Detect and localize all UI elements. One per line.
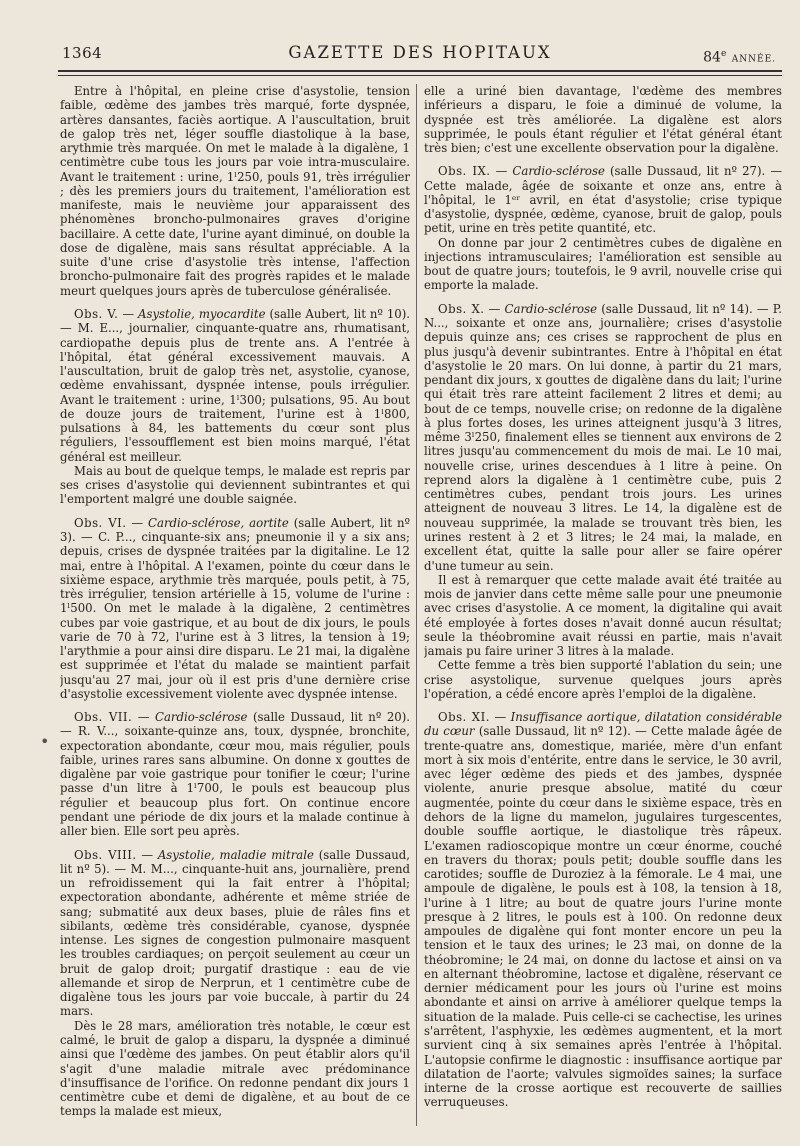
paragraph	[60, 1019, 410, 1119]
observation-title: Cardio-sclérose, aortite	[148, 515, 289, 530]
paragraph-text: elle a uriné bien davantage, l'œdème des membres inférieurs a disparu, le foie a diminué de volume, la dyspnée est très améliorée. La digalène est alors supprimée, le pouls étant régulier et l'état général étant très bien; c'est une excellente observation pour la digalène.	[424, 84, 782, 156]
observation-paragraph: Obs. VIII. — Asystolie, maladie mitrale (salle Dussaud, lit nº 5). — M. M..., cinquante-huit ans, journalière, prend un refroidissement qui la fait entrer à l'hôpital; expectoration abondante, adhérente et même striée de sang; submatité aux deux bases, pluie de râles fins et sibilants, œdème très considérable, cyanose, dyspnée intense. Les signes de congestion pulmonaire masquent les troubles cardiaques; on perçoit seulement au cœur un bruit de galop droit; purgatif drastique : eau de vie allemande et sirop de Nerprun, et 1 centimètre cube de digalène tous les jours par voie buccale, à partir du 24 mars.	[60, 847, 410, 1019]
observation-label: Obs. IX.	[438, 164, 491, 179]
observation-title: Insuffisance aortique, dilatation considérable du cœur	[424, 710, 782, 739]
observation-label: Obs. X.	[438, 301, 485, 316]
paragraph-text: (salle Dussaud, lit nº 27). — Cette malade, âgée de soixante et onze ans, entre à l'hôpital, le 1ᵉʳ avril, en état d'asystolie; crise typique d'asystolie, dyspnée, œdème, cyanose, bruit de galop, pouls petit, urine en très petite quantité, etc.	[424, 164, 782, 236]
left-column	[60, 84, 410, 1126]
paragraph-text: (salle Dussaud, lit nº 5). — M. M..., cinquante-huit ans, journalière, prend un refroidissement qui la fait entrer à l'hôpital; expectoration abondante, adhérente et même striée de sang; submatité aux deux bases, pluie de râles fins et sibilants, œdème très considérable, cyanose, dyspnée intense. Les signes de congestion pulmonaire masquent les troubles cardiaques; on perçoit seulement au cœur un bruit de galop droit; purgatif drastique : eau de vie allemande et sirop de Nerprun, et 1 centimètre cube de digalène tous les jours par voie buccale, à partir du 24 mars.	[60, 847, 410, 1019]
paragraph-text: (salle Dussaud, lit nº 20). — R. V..., soixante-quinze ans, toux, dyspnée, bronchite, expectoration abondante, cœur mou, mais régulier, pouls faible, urines rares sans albumine. On donne x gouttes de digalène par voie gastrique pour tonifier le cœur; l'urine passe d'un litre à 1ˡ700, le pouls est beaucoup plus régulier et beaucoup plus fort. On continue encore pendant une période de dix jours et la malade continue à aller bien. Elle sort peu après.	[60, 710, 410, 839]
observation-title: Cardio-sclérose	[155, 710, 248, 725]
observation-label: Obs. VI.	[74, 515, 127, 530]
paragraph-text: Mais au bout de quelque temps, le malade est repris par ses crises d'asystolie qui deviennent subintrantes et qui l'emportent malgré une double saignée.	[60, 463, 410, 507]
paragraph-text: Entre à l'hôpital, en pleine crise d'asystolie, tension faible, œdème des jambes très marqué, forte dyspnée, artères dansantes, faciès aortique. A l'auscultation, bruit de galop très net, léger souffle diastolique à la base, arythmie très marquée. On met le malade à la digalène, 1 centimètre cube tous les jours par voie intra-musculaire. Avant le traitement : urine, 1ˡ250, pouls 91, très irrégulier ; dès les premiers jours du traitement, l'amélioration est manifeste, mais le neuvième jour apparaissent des phénomènes broncho-pulmonaires graves d'origine bacillaire. A cette date, l'urine ayant diminué, on double la dose de digalène, mais sans résultat appréciable. A la suite d'une crise d'asystolie très intense, l'affection broncho-pulmonaire fait des progrès rapides et le malade meurt quelques jours après de tuberculose généralisée.	[60, 84, 410, 298]
page-number: 1364	[62, 44, 103, 62]
column-divider	[416, 84, 417, 1126]
paragraph-text: (salle Dussaud, lit nº 12). — Cette malade âgée de trente-quatre ans, domestique, mariée, mère d'un enfant mort à six mois d'entérite, entre dans le service, le 30 avril, avec léger œdème des pieds et des jambes, dyspnée violente, anurie presque absolue, matité du cœur augmentée, pointe du cœur dans le sixième espace, très en dehors de la ligne du mamelon, jugulaires turgescentes, double souffle aortique, le diastolique très râpeux. L'examen radioscopique montre un cœur énorme, couché en travers du thorax; pouls petit; double souffle dans les carotides; souffle de Duroziez à la fémorale. Le 4 mai, une ampoule de digalène, le pouls est à 108, la tension à 18, l'urine à 1 litre; au bout de quatre jours l'urine monte presque à 2 litres, le pouls est à 100. On redonne deux ampoules de digalène qui font monter encore un peu la tension et le taux des urines; le 23 mai, on donne de la théobromine; le 24 mai, on donne du lactose et ainsi on va en alternant théobromine, lactose et digalène, réservant ce dernier médicament pour les jours où l'urine est moins abondante et ainsi on arrive à améliorer quelque temps la situation de la malade. Puis celle-ci se cachectise, les urines s'arrêtent, l'asphyxie, les œdèmes augmentent, et la mort survient cinq à six semaines après l'entrée à l'hôpital. L'autopsie confirme le diagnostic : insuffisance aortique par dilatation de l'aorte; valvules sigmoïdes saines; la surface interne de la crosse aortique est recouverte de saillies verruqueuses.	[424, 724, 782, 1110]
paragraph	[60, 84, 410, 298]
observation-title: Asystolie, myocardite	[138, 306, 266, 321]
paragraph	[424, 236, 782, 293]
paragraph-text: (salle Aubert, lit nº 3). — C. P..., cinquante-six ans; pneumonie il y a six ans; depuis, crises de dyspnée traitées par la digitaline. Le 12 mai, entre à l'hôpital. A l'examen, pointe du cœur dans le sixième espace, arythmie très marquée, pouls petit, à 75, très irrégulier, tension artérielle à 15, volume de l'urine : 1ˡ500. On met le malade à la digalène, 2 centimètres cubes par voie gastrique, et au bout de dix jours, le pouls varie de 70 à 72, l'urine est à 3 litres, la tension à 19; l'arythmie a pour ainsi dire disparu. Le 21 mai, la digalène est supprimée et l'état du malade se maintient parfait jusqu'au 27 mai, jour où il est pris d'une dernière crise d'asystolie excessivement violente avec dyspnée intense.	[60, 515, 410, 701]
paragraph-text: Cette femme a très bien supporté l'ablation du sein; une crise asystolique, survenue quelques jours après l'opération, a cédé encore après l'emploi de la digalène.	[424, 658, 782, 701]
header-rule-thin	[58, 75, 782, 76]
observation-title: Cardio-sclérose	[512, 164, 605, 179]
observation-paragraph: Obs. VI. — Cardio-sclérose, aortite (salle Aubert, lit nº 3). — C. P..., cinquante-six ans; pneumonie il y a six ans; depuis, crises de dyspnée traitées par la digitaline. Le 12 mai, entre à l'hôpital. A l'examen, pointe du cœur dans le sixième espace, arythmie très marquée, pouls petit, à 75, très irrégulier, tension artérielle à 15, volume de l'urine : 1ˡ500. On met le malade à la digalène, 2 centimètres cubes par voie gastrique, et au bout de dix jours, le pouls varie de 70 à 72, l'urine est à 3 litres, la tension à 19; l'arythmie a pour ainsi dire disparu. Le 21 mai, la digalène est supprimée et l'état du malade se maintient parfait jusqu'au 27 mai, jour où il est pris d'une dernière crise d'asystolie excessivement violente avec dyspnée intense.	[60, 515, 410, 701]
observation-label: Obs. XI.	[438, 710, 490, 725]
observation-paragraph: Obs. X. — Cardio-sclérose (salle Dussaud, lit nº 14). — P. N..., soixante et onze ans, journalière; crises d'asystolie depuis quinze ans; ces crises se rapprochent de plus en plus jusqu'à devenir subintrantes. Entre à l'hôpital en état d'asystolie le 20 mars. On lui donne, à partir du 21 mars, pendant dix jours, x gouttes de digalène dans du lait; l'urine qui était très rare atteint facilement 2 litres et demi; au bout de ce temps, nouvelle crise; on redonne de la digalène à plus fortes doses, les urines atteignent jusqu'à 3 litres, même 3ˡ250, finalement elles se tiennent aux environs de 2 litres jusqu'au commencement du mois de mai. Le 10 mai, nouvelle crise, urines descendues à 1 litre à peine. On reprend alors la digalène à 1 centimètre cube, puis 2 centimètres cubes, pendant trois jours. Les urines atteignent de nouveau 3 litres. Le 14, la digalène est de nouveau supprimée, la malade se trouvant très bien, les urines restent à 2 et 3 litres; le 24 mai, la malade, en excellent état, quitte la salle pour aller se faire opérer d'une tumeur au sein.	[424, 301, 782, 573]
observation-label: Obs. VII.	[74, 710, 133, 725]
paragraph-text: On donne par jour 2 centimètres cubes de digalène en injections intramusculaires; l'amélioration est sensible au bout de quatre jours; toutefois, le 9 avril, nouvelle crise qui emporte la malade.	[424, 235, 782, 293]
observation-label: Obs. VIII.	[74, 847, 137, 862]
observation-label: Obs. V.	[74, 306, 119, 321]
paragraph-text: Il est à remarquer que cette malade avait été traitée au mois de janvier dans cette même salle pour une pneumonie avec crises d'asystolie. A ce moment, la digitaline qui avait été employée à fortes doses n'avait donné aucun résultat; seule la théobromine avait réussi en partie, mais n'avait jamais pu faire uriner 3 litres à la malade.	[424, 572, 782, 659]
observation-paragraph: Obs. VII. — Cardio-sclérose (salle Dussaud, lit nº 20). — R. V..., soixante-quinze ans, toux, dyspnée, bronchite, expectoration abondante, cœur mou, mais régulier, pouls faible, urines rares sans albumine. On donne x gouttes de digalène par voie gastrique pour tonifier le cœur; l'urine passe d'un litre à 1ˡ700, le pouls est beaucoup plus régulier et beaucoup plus fort. On continue encore pendant une période de dix jours et la malade continue à aller bien. Elle sort peu après.	[60, 710, 410, 839]
paragraph	[424, 573, 782, 659]
year-suffix: e	[720, 49, 728, 59]
paragraph-text: (salle Aubert, lit nº 10). — M. E..., journalier, cinquante-quatre ans, rhumatisant, cardiopathe depuis plus de trente ans. A l'entrée à l'hôpital, état général excessivement mauvais. A l'auscultation, bruit de galop très net, asystolie, cyanose, œdème envahissant, dyspnée intense, pouls irrégulier. Avant le traitement : urine, 1ˡ300; pulsations, 95. Au bout de douze jours de traitement, l'urine est à 1ˡ800, pulsations à 84, les battements du cœur sont plus réguliers, l'essoufflement est bien moins marqué, l'état général est meilleur.	[60, 306, 410, 464]
running-header	[58, 36, 782, 66]
observation-title: Cardio-sclérose	[504, 301, 597, 316]
observation-title: Asystolie, maladie mitrale	[157, 847, 314, 862]
paragraph	[424, 84, 782, 155]
paragraph	[424, 658, 782, 701]
right-column	[424, 84, 782, 1126]
observation-paragraph: Obs. IX. — Cardio-sclérose (salle Dussaud, lit nº 27). — Cette malade, âgée de soixante et onze ans, entre à l'hôpital, le 1ᵉʳ avril, en état d'asystolie; crise typique d'asystolie, dyspnée, œdème, cyanose, bruit de galop, pouls petit, urine en très petite quantité, etc.	[424, 164, 782, 236]
paragraph-text: (salle Dussaud, lit nº 14). — P. N..., soixante et onze ans, journalière; crises d'asystolie depuis quinze ans; ces crises se rapprochent de plus en plus jusqu'à devenir subintrantes. Entre à l'hôpital en état d'asystolie le 20 mars. On lui donne, à partir du 21 mars, pendant dix jours, x gouttes de digalène dans du lait; l'urine qui était très rare atteint facilement 2 litres et demi; au bout de ce temps, nouvelle crise; on redonne de la digalène à plus fortes doses, les urines atteignent jusqu'à 3 litres, même 3ˡ250, finalement elles se tiennent aux environs de 2 litres jusqu'au commencement du mois de mai. Le 10 mai, nouvelle crise, urines descendues à 1 litre à peine. On reprend alors la digalène à 1 centimètre cube, puis 2 centimètres cubes, pendant trois jours. Les urines atteignent de nouveau 3 litres. Le 14, la digalène est de nouveau supprimée, la malade se trouvant très bien, les urines restent à 2 et 3 litres; le 24 mai, la malade, en excellent état, quitte la salle pour aller se faire opérer d'une tumeur au sein.	[424, 301, 782, 573]
year-edition	[703, 45, 776, 66]
year-number: 84	[703, 49, 721, 66]
paragraph	[60, 464, 410, 507]
margin-mark: •	[40, 732, 50, 751]
header-rule-thick	[58, 70, 782, 72]
year-word: ANNÉE.	[731, 54, 776, 65]
journal-title: GAZETTE DES HOPITAUX	[288, 43, 552, 62]
paragraph-text: Dès le 28 mars, amélioration très notable, le cœur est calmé, le bruit de galop a disparu, la dyspnée a diminué ainsi que l'œdème des jambes. On peut établir alors qu'il s'agit d'une maladie mitrale avec prédominance d'insuffisance de l'orifice. On redonne pendant dix jours 1 centimètre cube et demi de digalène, et au bout de ce temps la malade est mieux,	[60, 1018, 410, 1119]
observation-paragraph: Obs. V. — Asystolie, myocardite (salle Aubert, lit nº 10). — M. E..., journalier, cinquante-quatre ans, rhumatisant, cardiopathe depuis plus de trente ans. A l'entrée à l'hôpital, état général excessivement mauvais. A l'auscultation, bruit de galop très net, asystolie, cyanose, œdème envahissant, dyspnée intense, pouls irrégulier. Avant le traitement : urine, 1ˡ300; pulsations, 95. Au bout de douze jours de traitement, l'urine est à 1ˡ800, pulsations à 84, les battements du cœur sont plus réguliers, l'essoufflement est bien moins marqué, l'état général est meilleur.	[60, 306, 410, 464]
observation-paragraph: Obs. XI. — Insuffisance aortique, dilatation considérable du cœur (salle Dussaud, lit nº 12). — Cette malade âgée de trente-quatre ans, domestique, mariée, mère d'un enfant mort à six mois d'entérite, entre dans le service, le 30 avril, avec léger œdème des pieds et des jambes, dyspnée violente, anurie presque absolue, matité du cœur augmentée, pointe du cœur dans le sixième espace, très en dehors de la ligne du mamelon, jugulaires turgescentes, double souffle aortique, le diastolique très râpeux. L'examen radioscopique montre un cœur énorme, couché en travers du thorax; pouls petit; double souffle dans les carotides; souffle de Duroziez à la fémorale. Le 4 mai, une ampoule de digalène, le pouls est à 108, la tension à 18, l'urine à 1 litre; au bout de quatre jours l'urine monte presque à 2 litres, le pouls est à 100. On redonne deux ampoules de digalène qui font monter encore un peu la tension et le taux des urines; le 23 mai, on donne de la théobromine; le 24 mai, on donne du lactose et ainsi on va en alternant théobromine, lactose et digalène, réservant ce dernier médicament pour les jours où l'urine est moins abondante et ainsi on arrive à améliorer quelque temps la situation de la malade. Puis celle-ci se cachectise, les urines s'arrêtent, l'asphyxie, les œdèmes augmentent, et la mort survient cinq à six semaines après l'entrée à l'hôpital. L'autopsie confirme le diagnostic : insuffisance aortique par dilatation de l'aorte; valvules sigmoïdes saines; la surface interne de la crosse aortique est recouverte de saillies verruqueuses.	[424, 710, 782, 1110]
